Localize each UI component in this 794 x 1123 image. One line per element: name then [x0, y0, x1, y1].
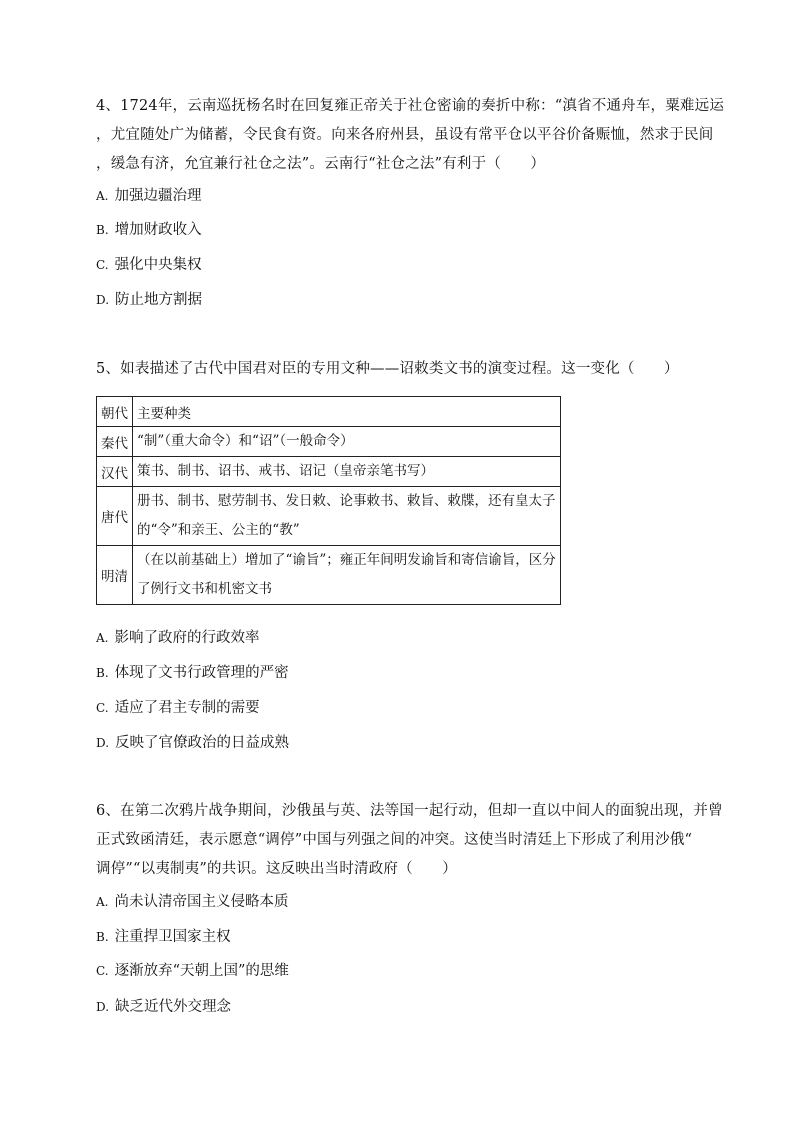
table-header-row — [97, 397, 561, 427]
question-5-option-b[interactable] — [96, 663, 289, 683]
option-text: 体现了文书行政管理的严密 — [114, 665, 289, 681]
question-5-option-d[interactable] — [96, 733, 289, 753]
table-row — [97, 457, 561, 487]
cell-line: 策书、制书、诏书、戒书、诏记（皇帝亲笔书写） — [137, 463, 434, 479]
option-text: 防止地方割据 — [115, 292, 203, 308]
option-text: 注重捍卫国家主权 — [114, 929, 231, 945]
question-4-option-b[interactable] — [96, 220, 202, 240]
question-4-line-2: ，尤宜随处广为储蓄，令民食有资。向来各府州县，虽设有常平仓以平谷价备赈恤，然求于民间 — [96, 127, 714, 143]
option-letter: B. — [96, 930, 109, 944]
cell-line: 的“令”和亲王、公主的“教” — [137, 522, 300, 538]
table-row — [97, 546, 561, 605]
table-cell-dynasty: 秦代 — [97, 427, 133, 457]
table-header-dynasty: 朝代 — [97, 397, 133, 427]
question-4-line-3: ，缓急有济，允宜兼行社仓之法”。云南行“社仓之法”有利于（ ） — [96, 156, 546, 172]
table-header-types: 主要种类 — [133, 397, 561, 427]
option-text: 缺乏近代外交理念 — [115, 999, 232, 1015]
option-letter: A. — [96, 189, 109, 203]
option-letter: C. — [96, 258, 109, 272]
option-text: 影响了政府的行政效率 — [114, 630, 260, 646]
option-letter: A. — [96, 895, 109, 909]
question-6-option-c[interactable] — [96, 961, 289, 981]
option-text: 逐渐放弃“天朝上国”的思维 — [114, 963, 289, 979]
question-6-option-a[interactable] — [96, 892, 288, 912]
edict-table — [96, 396, 561, 605]
option-letter: B. — [96, 666, 109, 680]
question-4-option-c[interactable] — [96, 255, 202, 275]
option-letter: C. — [96, 964, 109, 978]
option-text: 适应了君主专制的需要 — [114, 700, 260, 716]
question-6-line-2: 正式致函清廷，表示愿意“调停”中国与列强之间的冲突。这使当时清廷上下形成了利用沙俄“ — [96, 832, 693, 848]
question-6-line-3: 调停”“以夷制夷”的共识。这反映出当时清政府（ ） — [96, 861, 457, 877]
option-text: 增加财政收入 — [114, 222, 202, 238]
option-letter: B. — [96, 223, 109, 237]
table-row — [97, 427, 561, 457]
table-cell-dynasty: 汉代 — [97, 457, 133, 487]
cell-line: “制”（重大命令）和“诏”（一般命令） — [137, 433, 354, 449]
option-letter: A. — [96, 631, 109, 645]
cell-line: 了例行文书和机密文书 — [137, 581, 272, 597]
question-6-stem — [96, 797, 723, 884]
table-cell-types — [133, 546, 561, 605]
option-text: 加强边疆治理 — [114, 188, 202, 204]
option-text: 强化中央集权 — [114, 257, 202, 273]
question-5-stem — [96, 355, 679, 384]
option-text: 尚未认清帝国主义侵略本质 — [114, 894, 289, 910]
question-6-option-d[interactable] — [96, 997, 231, 1017]
question-4-option-a[interactable] — [96, 186, 201, 206]
option-text: 反映了官僚政治的日益成熟 — [115, 735, 290, 751]
question-4-line-1: 4、1724年，云南巡抚杨名时在回复雍正帝关于社仓密谕的奏折中称：“滇省不通舟车，粟难远运 — [96, 98, 725, 114]
cell-line: 册书、制书、慰劳制书、发日敕、论事敕书、敕旨、敕牒，还有皇太子 — [137, 493, 556, 509]
table-cell-types — [133, 457, 561, 487]
table-cell-dynasty: 明清 — [97, 546, 133, 605]
question-4-option-d[interactable] — [96, 290, 202, 310]
cell-line: （在以前基础上）增加了“谕旨”；雍正年间明发谕旨和寄信谕旨，区分 — [137, 552, 556, 568]
option-letter: D. — [96, 1000, 110, 1014]
question-5-option-c[interactable] — [96, 698, 260, 718]
table-row — [97, 487, 561, 546]
question-5-line-1: 5、如表描述了古代中国君对臣的专用文种——诏敕类文书的演变过程。这一变化（ ） — [96, 361, 679, 377]
option-letter: D. — [96, 736, 110, 750]
question-4-stem — [96, 92, 725, 179]
question-6-option-b[interactable] — [96, 927, 231, 947]
question-6-line-1: 6、在第二次鸦片战争期间，沙俄虽与英、法等国一起行动，但却一直以中间人的面貌出现，并曾 — [96, 803, 723, 819]
question-5-option-a[interactable] — [96, 628, 259, 648]
table-cell-types — [133, 487, 561, 546]
option-letter: C. — [96, 701, 109, 715]
table-cell-dynasty: 唐代 — [97, 487, 133, 546]
option-letter: D. — [96, 293, 110, 307]
table-cell-types — [133, 427, 561, 457]
